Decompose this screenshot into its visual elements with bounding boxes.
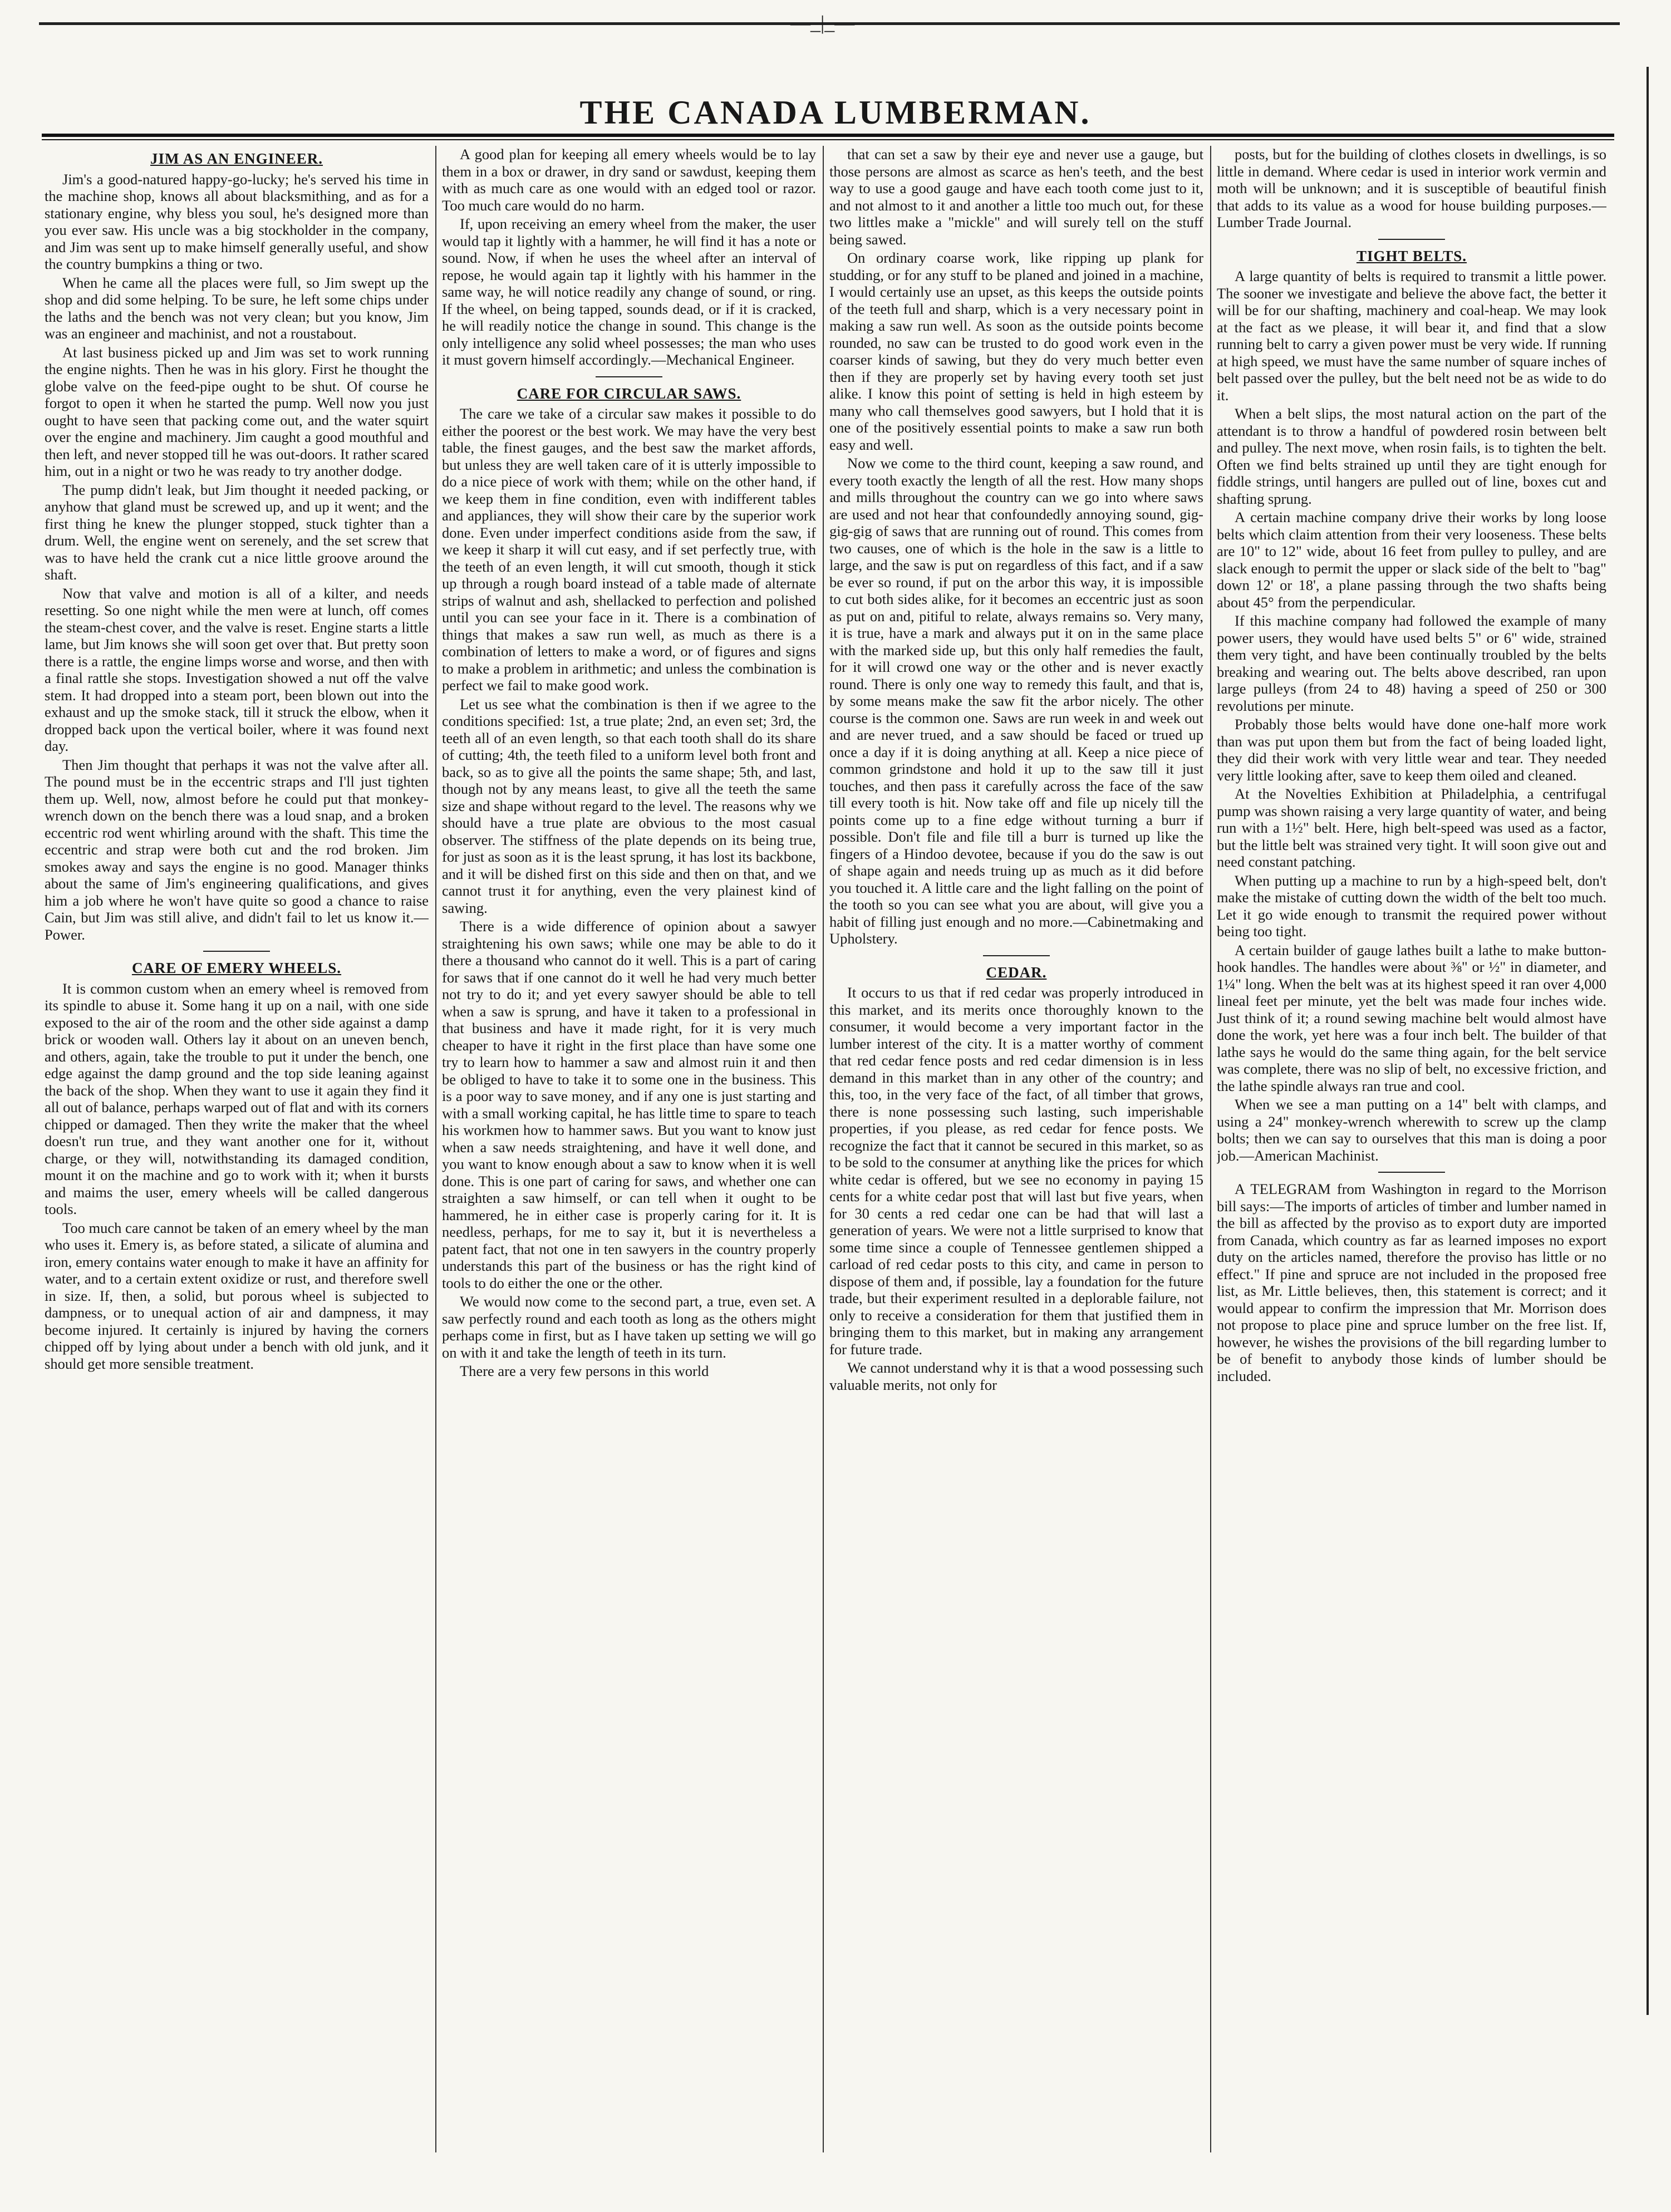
article-paragraph: It occurs to us that if red cedar was properly introduced in this market, and its merits once thoroughly known to the consumer, it would become a very important factor in the lumber interest of the city. It is a matter worthy of comment that red cedar fence posts and red cedar dimension is in less demand in this market than in any other of the country; and this, too, in the very face of the fact, of all timber that grows, there is none possessing such lasting, such imperishable properties, if you please, as red cedar for fence posts. We recognize the fact that it cannot be secured in this market, so as to be sold to the consumer at anything like the prices for which white cedar is offered, but we see no economy in paying 15 cents for a white cedar post that will last but five years, when for 30 cents a red cedar one can be had that will last a generation of years. We were not a little surprised to know that some time since a couple of Tennessee gentlemen shipped a carload of red cedar posts to this city, and came in person to dispose of them and, if possible, lay a foundation for the future trade, but their experiment resulted in a deplorable failure, not only to receive a consideration for them that justified them in bringing them to this market, but in making any arrangement for future trade. xyxy=(829,984,1203,1358)
article-divider xyxy=(203,951,270,952)
article-paragraph: On ordinary coarse work, like ripping up plank for studding, or for any stuff to be planed and joined in a machine, I would certainly use an upset, as this keeps the outside points of the teeth full and sharp, which is a very necessary point in making a saw run well. As soon as the outside points become rounded, no saw can be trusted to do good work even in the coarser kinds of sawing, but they do very much better even then if they are properly set by having every tooth set just alike. I know this point of setting is held in high esteem by many who call themselves good sawyers, but I hold that it is one of the positively essential points to make a saw run both easy and well. xyxy=(829,249,1203,453)
article-paragraph: The care we take of a circular saw makes it possible to do either the poorest or the best work. We may have the very best table, the finest gauges, and the best saw the market affords, but unless they are well taken care of it is utterly impossible to do a nice piece of work with them; while on the other hand, if we keep them in fine condition, even with indifferent tables and appliances, they will show their care by the superior work done. Even under imperfect conditions aside from the saw, if we keep it sharp it will cut easy, and if set perfectly true, with the teeth of an even length, it will cut smooth, though it stick up through a rough board instead of a table made of alternate strips of walnut and ash, shellacked to perfection and polished until you can see your face in it. There is a combination of things that makes a saw run well, as much as there is a combination of letters to make a word, or of figures and signs to make a problem in arithmetic; and unless the combination is perfect we fail to make good work. xyxy=(442,405,816,694)
column-separator xyxy=(823,146,824,2152)
article xyxy=(829,955,1203,1394)
article xyxy=(442,146,816,368)
masthead-title: THE CANADA LUMBERMAN. xyxy=(579,94,1092,131)
article-paragraph: When he came all the places were full, so Jim swept up the shop and did some helping. To be sure, he left some chips under the laths and the bench was not very clean; but you know, Jim was an engineer and machinist, and not a roustabout. xyxy=(45,274,429,342)
article-paragraph: We cannot understand why it is that a wood possessing such valuable merits, not only for xyxy=(829,1359,1203,1393)
article-paragraph: Let us see what the combination is then if we agree to the conditions specified: 1st, a true plate; 2nd, an even set; 3rd, the teeth all of an even length, so that each tooth shall do its share of cutting; 4th, the teeth filed to a uniform level both front and back, so as to give all the points the same shape; 5th, and last, though not by any means least, to give all the teeth the same size and shape without regard to the level. The reasons why we should have a true plate are obvious to the most casual observer. The stiffness of the plate depends on its being true, for just as soon as it is the least sprung, it has lost its backbone, and it will be dished first on this side and then on that, and we cannot trust it for anything, even the very plainest kind of sawing. xyxy=(442,695,816,916)
masthead-rule-thick xyxy=(42,134,1614,137)
article-paragraph: Now that valve and motion is all of a kilter, and needs resetting. So one night while the men were at lunch, off comes the steam-chest cover, and the valve is reset. Engine starts a little lame, but Jim knows she will soon get over that. But pretty soon there is a rattle, the engine limps worse and worse, and then with a final rattle she stops. Investigation showed a nut off the valve stem. It had dropped into a steam port, been blown out into the exhaust and up the smoke stack, till it struck the elbow, when it dropped back upon the vertical boiler, where it was found next day. xyxy=(45,584,429,754)
article xyxy=(1217,1172,1606,1384)
article-column-4 xyxy=(1217,146,1606,2150)
article-paragraph: A certain machine company drive their works by long loose belts which claim attention from their very looseness. These belts are 10" to 12" wide, about 16 feet from pulley to pulley, and are slack enough to permit the upper or slack side of the belt to "bag" down 12' or 18', a plane passing through the two shafts being about 45° from the perpendicular. xyxy=(1217,509,1606,611)
article-heading: JIM AS AN ENGINEER. xyxy=(150,150,323,167)
article-paragraph: If this machine company had followed the example of many power users, they would have used belts 5" or 6" wide, strained them very tight, and have been continually troubled by the belts breaking and wearing out. The belts above described, ran upon large pulleys (from 24 to 48) having a speed of 250 or 300 revolutions per minute. xyxy=(1217,612,1606,714)
article-paragraph: Then Jim thought that perhaps it was not the valve after all. The pound must be in the eccentric straps and I'll just tighten them up. Well, now, almost before he could put that monkey-wrench down on the bench there was a loud snap, and a broken eccentric rod went whirling around with the shaft. This time the eccentric and strap were both cut and the rod broken. Jim smokes away and says the engine is no good. Manager thinks about the same of Jim's engineering qualifications, and gives him a job where he won't have quite so good a chance to raise Cain, but Jim was still alive, and didn't fail to let us know it.—Power. xyxy=(45,756,429,943)
article-divider xyxy=(983,955,1050,956)
column-separator xyxy=(1210,146,1211,2152)
article-paragraph: Now we come to the third count, keeping a saw round, and every tooth exactly the length of all the rest. How many shops and mills throughout the country can we go into where saws are used and not hear that confoundedly annoying sound, gig-gig-gig of saws that are running out of round. This comes from two causes, one of which is the hole in the saw is a little to large, and the saw is put on regardless of this fact, and if a saw be ever so round, if put on the arbor this way, it is impossible to cut both sides alike, for it becomes an eccentric just as soon as put on and, pitiful to relate, always remains so. Very many, it is true, have a mark and always put it on in the same place with the marked side up, but this only half remedies the fault, for it will crowd one way or the other and is never exactly round. There is only one way to remedy this fault, and that is, by some means make the saw fit the arbor nicely. The other course is the common one. Saws are run week in and week out and are never trued, and a saw should be faced or trued up once a day if it is doing anything at all. Keep a nice piece of common grindstone and hold it up to the saw till it just touches, and then pass it carefully across the face of the saw till every tooth is hit. Now take off and file up nicely till the points come up to a fine edge without turning a burr if possible. Don't file and file till a burr is turned up like the fingers of a Hindoo devotee, because if you do the saw is out of shape again and needs truing up as much as it did before you touched it. A little care and the light falling on the point of the tooth so you can see what you are about, will give you a habit of filling just enough and no more.—Cabinetmaking and Upholstery. xyxy=(829,455,1203,947)
article-paragraph: that can set a saw by their eye and never use a gauge, but those persons are almost as scarce as hen's teeth, and the best way to use a good gauge and have each tooth come just to it, and not almost to it and another a little too much out, for these two littles make a "mickle" and will surely tell on the stuff being sawed. xyxy=(829,146,1203,248)
article xyxy=(829,146,1203,947)
article xyxy=(442,376,816,1380)
article xyxy=(1217,146,1606,231)
article-paragraph: A certain builder of gauge lathes built a lathe to make button-hook handles. The handles were about ⅜" or ½" in diameter, and 1¼" long. When the belt was at its highest speed it ran over 4,000 lineal feet per minute, yet the belt was made four inches wide. Just think of it; a round sewing machine belt would almost have done the work, yet here was a four inch belt. The builder of that lathe says he would do the same thing again, for the belt service was complete, there was no slip of belt, no excessive friction, and the lathe spindle always ran true and cool. xyxy=(1217,941,1606,1094)
article-paragraph: At last business picked up and Jim was set to work running the engine nights. Then he was in his glory. First he thought the globe valve on the feed-pipe ought to be shut. Of course he forgot to open it when he started the pump. Well now you just ought to have seen that packing come out, and the water squirt over the engine and machinery. Jim caught a good mouthful and then left, and never stopped till he was out-doors. It rather scared him, out in a night or two he was ready to try another dodge. xyxy=(45,343,429,479)
folio-mark: —_|_— xyxy=(790,12,855,34)
article-paragraph: posts, but for the building of clothes closets in dwellings, is so little in demand. Where cedar is used in interior work vermin and moth will be unknown; and it is susceptible of beautiful finish that adds to its value as a wood for house building purposes.—Lumber Trade Journal. xyxy=(1217,146,1606,230)
article-paragraph: There are a very few persons in this world xyxy=(460,1363,709,1379)
article-column-1 xyxy=(45,146,429,2150)
article-paragraph: When a belt slips, the most natural action on the part of the attendant is to throw a handful of powdered rosin between belt and pulley. The next move, when rosin fails, is to tighten the belt. Often we find belts strained up until they are tight enough for fiddle strings, until hangers are pulled out of line, boxes cut and shafting sprung. xyxy=(1217,405,1606,507)
article-paragraph: The pump didn't leak, but Jim thought it needed packing, or anyhow that gland must be screwed up, and up it went; and the first thing he knew the plunger stopped, stuck tighter than a drum. Well, the engine went on serenely, and the set screw that was to have held the crank cut a nice little groove around the shaft. xyxy=(45,481,429,583)
article-paragraph: When putting up a machine to run by a high-speed belt, don't make the mistake of cutting down the width of the belt too much. Let it go wide enough to transmit the required power without being too tight. xyxy=(1217,872,1606,940)
masthead-rule-thin xyxy=(42,139,1614,140)
article-paragraph: We would now come to the second part, a true, even set. A saw perfectly round and each tooth as long as the others might perhaps come in first, but as I have taken up setting we will go on with it and take the length of teeth in its turn. xyxy=(442,1293,816,1361)
article-paragraph: When we see a man putting on a 14" belt with clamps, and using a 24" monkey-wrench wherewith to screw up the clamp bolts; then we can say to ourselves that this man is doing a poor job.—American Machinist. xyxy=(1217,1096,1606,1164)
article-heading: CARE OF EMERY WHEELS. xyxy=(131,960,342,976)
article xyxy=(1217,239,1606,1164)
article-divider xyxy=(1378,1172,1445,1173)
article-paragraph: At the Novelties Exhibition at Philadelphia, a centrifugal pump was shown raising a very large quantity of water, and being run with a 1½" belt. Here, high belt-speed was used as a factor, but the little belt was strained very tight. It will soon give out and need constant patching. xyxy=(1217,785,1606,870)
article-paragraph: If, upon receiving an emery wheel from the maker, the user would tap it lightly with a hammer, he will find it has a note or sound. Now, if when he uses the wheel after an interval of repose, he would again tap it lightly with his hammer in the same way, he will notice readily any change of sound, or ring. If the wheel, on being tapped, sounds dead, or if it is cracked, he will readily notice the change in sound. This change is the only intelligence any solid wheel possesses; the man who uses it must govern himself accordingly.—Mechanical Engineer. xyxy=(442,215,816,368)
article-paragraph: Probably those belts would have done one-half more work than was put upon them but from the fact of being loaded light, they did their work with very little wear and tear. They needed very little looking after, save to keep them oiled and cleaned. xyxy=(1217,716,1606,784)
article-divider xyxy=(596,376,662,377)
scan-edge-mark xyxy=(1647,67,1649,2015)
article-paragraph: Too much care cannot be taken of an emery wheel by the man who uses it. Emery is, as before stated, a silicate of alumina and iron, emery contains water enough to make it have an affinity for water, and to a certain extent oxidize or rust, and therefore swell in size. If, then, a solid, but porous wheel is subjected to dampness, or to unequal action of air and dampness, it may become injured. It certainly is injured by having the corners chipped off by lying about under a bench with old junk, and it should get more sensible treatment. xyxy=(45,1219,429,1372)
article xyxy=(45,951,429,1372)
article-paragraph: There is a wide difference of opinion about a sawyer straightening his own saws; while one may be able to do it there a thousand who cannot do it well. This is a part of caring for saws that if one cannot do it well he had very much better not try to do it; and yet every sawyer should be able to tell when a saw is sprung, and have it taken to a professional in that business and have it made right, for it is very much cheaper to have it right in the first place than have some one try to learn how to hammer a saw and almost ruin it and then be obliged to have to take it to some one in the business. This is a poor way to save money, and if any one is just starting and with a small working capital, he has little time to spare to teach his workmen how to hammer saws. But you want to know just when a saw needs straightening, and have it well done, and you want to know enough about a saw to know when it is well done. This is one part of caring for saws, and whether one can straighten a saw himself, or can tell when it ought to be hammered, he in either case is properly caring for it. It is needless, perhaps, for me to say it, but it is nevertheless a patent fact, that not one in ten sawyers in the country properly understands this part of the business or has the right kind of tools to do either the one or the other. xyxy=(442,918,816,1291)
article-paragraph: Jim's a good-natured happy-go-lucky; he's served his time in the machine shop, knows all about blacksmithing, and as for a stationary engine, why bless you soul, he's designed more than you ever saw. His uncle was a big stockholder in the company, and Jim was sent up to make himself generally useful, and show the country bumpkins a thing or two. xyxy=(45,170,429,272)
article-column-2 xyxy=(442,146,816,2150)
column-separator xyxy=(435,146,436,2152)
article-divider xyxy=(1378,239,1445,240)
article-heading: CEDAR. xyxy=(986,964,1047,981)
article xyxy=(45,150,429,943)
article-heading: TIGHT BELTS. xyxy=(1356,247,1467,264)
article-heading: CARE FOR CIRCULAR SAWS. xyxy=(517,385,741,402)
article-paragraph: A TELEGRAM from Washington in regard to the Morrison bill says:—The imports of articles of timber and lumber named in the bill as affected by the proviso as to export duty are imported from Canada, which country as far as learned imposes no export duty on the articles named, therefore the proviso has little or no effect." If pine and spruce are not included in the proposed free list, as Mr. Little believes, then, this statement is correct; and it would appear to confirm the impression that Mr. Morrison does not propose to place pine and spruce lumber on the free list. If, however, he wishes the provisions of the bill regarding lumber to be of benefit to anybody those kinds of lumber should be included. xyxy=(1217,1181,1606,1384)
article-column-3 xyxy=(829,146,1203,2150)
article-paragraph: A large quantity of belts is required to transmit a little power. The sooner we investigate and believe the above fact, the better it will be for our shafting, machinery and coal-heap. We may look at the fact as we please, it will bear it, and find that a slow running belt to carry a given power must be very wide. If running at high speed, we must have the same number of square inches of belt passed over the pulley, but the belt need not be as wide to do it. xyxy=(1217,268,1606,404)
article-paragraph: A good plan for keeping all emery wheels would be to lay them in a box or drawer, in dry sand or sawdust, keeping them with as much care as one would with an edged tool or razor. Too much care would do no harm. xyxy=(442,146,816,214)
article-paragraph: It is common custom when an emery wheel is removed from its spindle to abuse it. Some hang it up on a nail, with one side exposed to the air of the room and the other side against a damp brick or wooden wall. Others lay it about on an uneven bench, and others, again, take the trouble to put it under the bench, one edge against the damp ground and the top side leaning against the back of the shop. When they want to use it again they find it all out of balance, perhaps warped out of flat and with its corners chipped or damaged. Then they write the maker that the wheel doesn't run true, and they want another one for it, without charge, or they will, notwithstanding its damaged condition, mount it on the machine and go to work with it; when it bursts and maims the user, emery wheels will be called dangerous tools. xyxy=(45,980,429,1217)
